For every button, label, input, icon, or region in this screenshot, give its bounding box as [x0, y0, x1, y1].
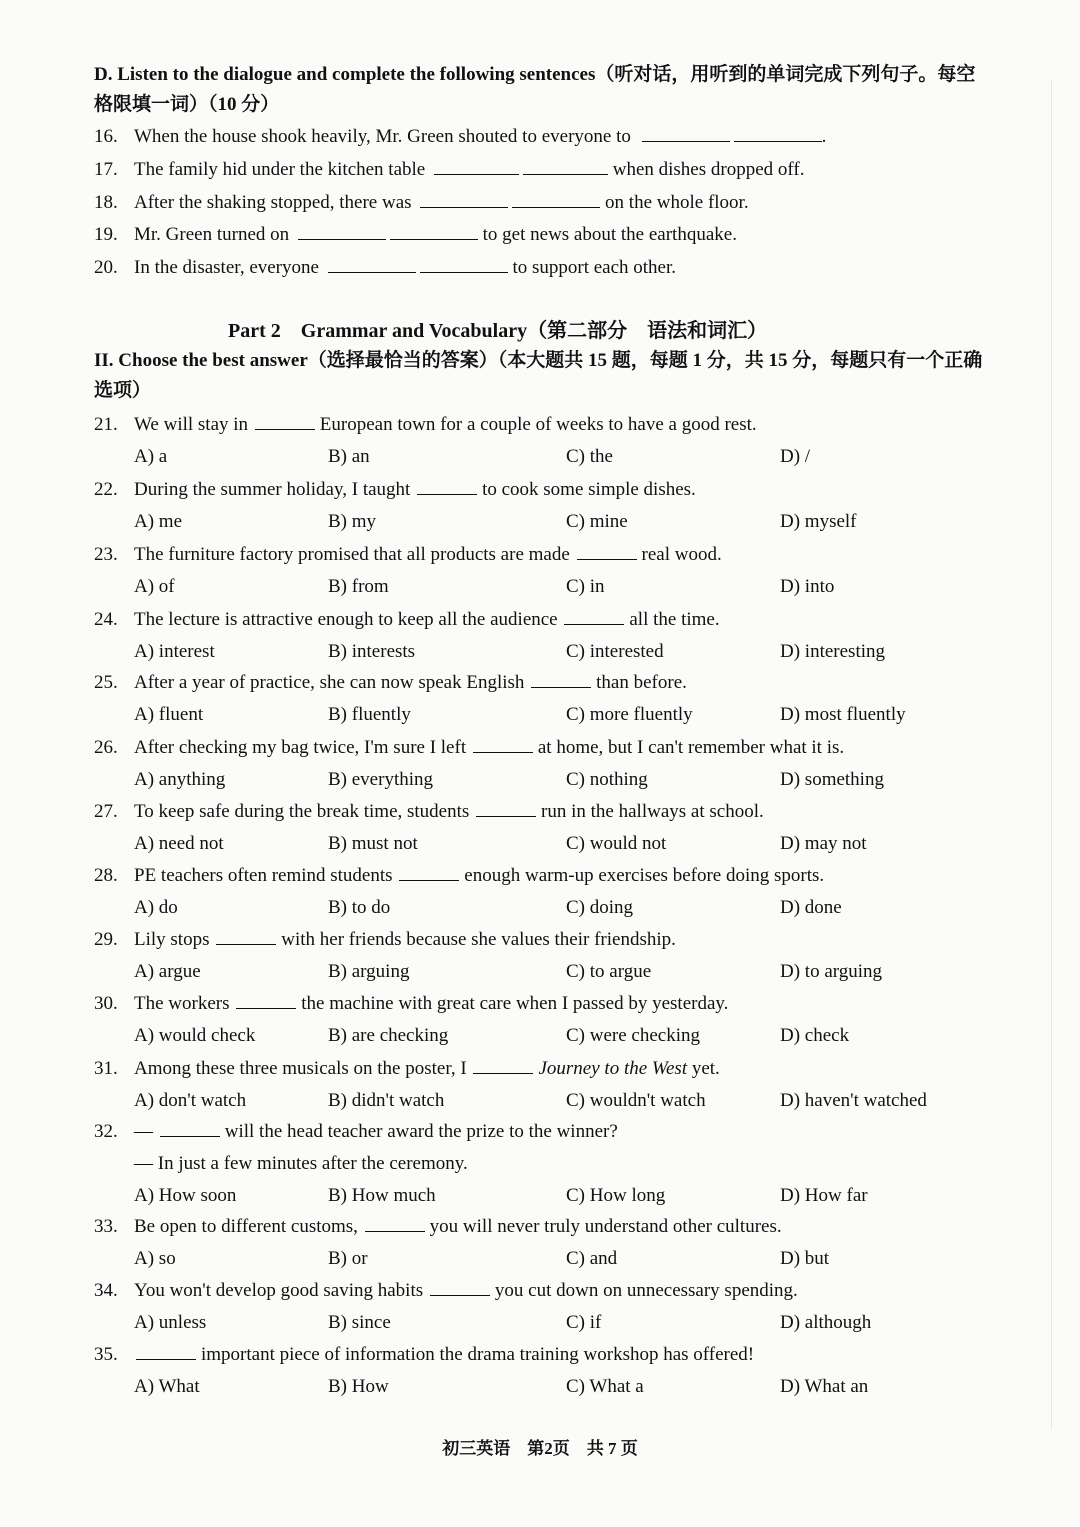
question-30: [94, 989, 728, 1019]
option-c[interactable]: C) How long: [566, 1185, 666, 1206]
option-b[interactable]: B) How much: [328, 1185, 436, 1206]
question-text: you will never truly understand other cultures.: [429, 1216, 782, 1237]
question-text: You won't develop good saving habits: [134, 1280, 428, 1301]
option-c[interactable]: C) interested: [566, 641, 664, 662]
fill-item-16: 16. When the house shook heavily, Mr. Green shouted to everyone to .: [94, 122, 826, 152]
question-text: The workers: [134, 993, 235, 1014]
option-d[interactable]: D) check: [780, 1025, 850, 1046]
option-c[interactable]: C) wouldn't watch: [566, 1090, 706, 1111]
question-text: After a year of practice, she can now speak English: [134, 672, 530, 693]
option-a[interactable]: A) unless: [134, 1312, 207, 1333]
answer-blank[interactable]: [236, 990, 296, 1009]
question-28: [94, 861, 824, 891]
question-text: During the summer holiday, I taught: [134, 479, 416, 500]
answer-blank[interactable]: [476, 798, 536, 817]
option-a[interactable]: A) argue: [134, 961, 201, 982]
question-number: 31.: [94, 1058, 118, 1079]
option-a[interactable]: A) anything: [134, 769, 226, 790]
answer-blank[interactable]: [430, 1277, 490, 1296]
answer-blank[interactable]: [473, 734, 533, 753]
question-text: Among these three musicals on the poster, I: [134, 1058, 472, 1079]
option-a[interactable]: A) interest: [134, 641, 215, 662]
option-c[interactable]: C) more fluently: [566, 704, 693, 725]
option-d[interactable]: D) to arguing: [780, 961, 883, 982]
option-c[interactable]: C) the: [566, 446, 613, 467]
question-text: than before.: [596, 672, 687, 693]
option-b[interactable]: B) my: [328, 511, 377, 532]
option-c[interactable]: C) nothing: [566, 769, 648, 790]
option-c[interactable]: C) would not: [566, 833, 667, 854]
question-text: will the head teacher award the prize to the winner?: [224, 1121, 618, 1142]
option-d[interactable]: D) interesting: [780, 641, 886, 662]
question-21: [94, 410, 757, 440]
question-number: 25.: [94, 672, 118, 693]
answer-blank[interactable]: [136, 1341, 196, 1360]
question-29: [94, 925, 676, 955]
fill-item-20: 20. In the disaster, everyone to support each other.: [94, 253, 676, 283]
option-d[interactable]: D) /: [780, 446, 811, 467]
answer-blank[interactable]: [216, 926, 276, 945]
question-text: with her friends because she values their friendship.: [281, 929, 676, 950]
answer-blank[interactable]: [160, 1118, 220, 1137]
answer-blank[interactable]: [298, 221, 386, 240]
option-d[interactable]: D) may not: [780, 833, 867, 854]
section-ii-heading: II. Choose the best answer（选择最恰当的答案）（本大题共 15 题，每题 1 分，共 15 分，每题只有一个正确选项）: [94, 350, 983, 401]
question-text: The furniture factory promised that all products are made: [134, 544, 575, 565]
question-text: run in the hallways at school.: [541, 801, 764, 822]
answer-blank[interactable]: [734, 123, 822, 142]
option-c[interactable]: C) mine: [566, 511, 628, 532]
page-footer: 初三英语 第2页 共 7 页: [442, 1439, 638, 1458]
fill-item-18: 18. After the shaking stopped, there was on the whole floor.: [94, 188, 749, 218]
question-text: To keep safe during the break time, students: [134, 801, 475, 822]
option-a[interactable]: A) me: [134, 511, 183, 532]
question-35: [94, 1340, 754, 1370]
question-text: real wood.: [641, 544, 722, 565]
question-italic-title: Journey to the West: [538, 1058, 692, 1079]
option-b[interactable]: B) didn't watch: [328, 1090, 445, 1111]
option-c[interactable]: C) in: [566, 576, 605, 597]
question-26: [94, 733, 844, 763]
question-number: 26.: [94, 737, 118, 758]
option-d[interactable]: D) something: [780, 769, 884, 790]
question-text: enough warm-up exercises before doing sports.: [464, 865, 825, 886]
page-edge: [1051, 80, 1052, 1430]
answer-blank[interactable]: [577, 541, 637, 560]
question-number: 24.: [94, 609, 118, 630]
answer-blank[interactable]: [255, 411, 315, 430]
question-text: —: [134, 1121, 158, 1142]
question-text: After checking my bag twice, I'm sure I left: [134, 737, 471, 758]
answer-blank[interactable]: [434, 156, 519, 175]
question-33: [94, 1212, 782, 1242]
question-response-line: — In just a few minutes after the ceremony.: [134, 1153, 468, 1174]
answer-blank[interactable]: [512, 189, 600, 208]
question-number: 32.: [94, 1121, 118, 1142]
answer-blank[interactable]: [365, 1213, 425, 1232]
option-a[interactable]: A) would check: [134, 1025, 256, 1046]
option-b[interactable]: B) interests: [328, 641, 416, 662]
question-text: to cook some simple dishes.: [482, 479, 696, 500]
answer-blank[interactable]: [523, 156, 608, 175]
question-text: Lily stops: [134, 929, 215, 950]
question-23: [94, 540, 722, 570]
option-b[interactable]: B) fluently: [328, 704, 411, 725]
option-b[interactable]: B) How: [328, 1376, 389, 1397]
option-a[interactable]: A) of: [134, 576, 175, 597]
question-number: 21.: [94, 414, 118, 435]
option-d[interactable]: D) most fluently: [780, 704, 906, 725]
question-31: [94, 1054, 720, 1084]
question-number: 27.: [94, 801, 118, 822]
option-c[interactable]: C) to argue: [566, 961, 652, 982]
option-d[interactable]: D) although: [780, 1312, 872, 1333]
option-c[interactable]: C) doing: [566, 897, 634, 918]
question-text: PE teachers often remind students: [134, 865, 398, 886]
option-b[interactable]: B) must not: [328, 833, 418, 854]
question-text: important piece of information the drama training workshop has offered!: [201, 1344, 755, 1365]
question-text: all the time.: [629, 609, 720, 630]
option-d[interactable]: D) How far: [780, 1185, 868, 1206]
option-b[interactable]: B) or: [328, 1248, 368, 1269]
option-c[interactable]: C) if: [566, 1312, 602, 1333]
question-number: 33.: [94, 1216, 118, 1237]
question-number: 22.: [94, 479, 118, 500]
option-b[interactable]: B) an: [328, 446, 370, 467]
question-text: The lecture is attractive enough to keep all the audience: [134, 609, 563, 630]
option-b[interactable]: B) everything: [328, 769, 434, 790]
question-text: at home, but I can't remember what it is.: [537, 737, 845, 758]
option-c[interactable]: C) and: [566, 1248, 618, 1269]
question-34: [94, 1276, 798, 1306]
option-a[interactable]: A) so: [134, 1248, 176, 1269]
option-a[interactable]: A) don't watch: [134, 1090, 247, 1111]
option-c[interactable]: C) What a: [566, 1376, 644, 1397]
question-32: [94, 1117, 618, 1147]
option-a[interactable]: A) How soon: [134, 1185, 237, 1206]
question-text: European town for a couple of weeks to have a good rest.: [319, 414, 757, 435]
question-text: you cut down on unnecessary spending.: [494, 1280, 798, 1301]
question-25: [94, 668, 687, 698]
question-number: 34.: [94, 1280, 118, 1301]
option-b[interactable]: B) from: [328, 576, 389, 597]
option-b[interactable]: B) arguing: [328, 961, 410, 982]
part2-heading: Part 2 Grammar and Vocabulary（第二部分 语法和词汇）: [228, 320, 768, 342]
question-number: 29.: [94, 929, 118, 950]
answer-blank[interactable]: [420, 254, 508, 273]
option-a[interactable]: A) What: [134, 1376, 200, 1397]
section-d-heading: D. Listen to the dialogue and complete the following sentences（听对话，用听到的单词完成下列句子。每空格限填一词）（10 分）: [94, 64, 976, 115]
question-number: 35.: [94, 1344, 118, 1365]
question-text: yet.: [691, 1058, 720, 1079]
option-b[interactable]: B) to do: [328, 897, 391, 918]
option-a[interactable]: A) do: [134, 897, 178, 918]
answer-blank[interactable]: [399, 862, 459, 881]
question-number: 23.: [94, 544, 118, 565]
answer-blank[interactable]: [420, 189, 508, 208]
option-c[interactable]: C) were checking: [566, 1025, 700, 1046]
option-a[interactable]: A) a: [134, 446, 168, 467]
option-d[interactable]: D) but: [780, 1248, 830, 1269]
fill-item-19: 19. Mr. Green turned on to get news about the earthquake.: [94, 220, 737, 250]
answer-blank[interactable]: [564, 606, 624, 625]
question-number: 30.: [94, 993, 118, 1014]
question-text: Be open to different customs,: [134, 1216, 363, 1237]
question-24: [94, 605, 720, 635]
option-d[interactable]: D) into: [780, 576, 835, 597]
option-d[interactable]: D) haven't watched: [780, 1090, 927, 1111]
option-a[interactable]: A) need not: [134, 833, 224, 854]
question-text: We will stay in: [134, 414, 253, 435]
answer-blank[interactable]: [642, 123, 730, 142]
answer-blank[interactable]: [473, 1055, 533, 1074]
option-b[interactable]: B) are checking: [328, 1025, 449, 1046]
answer-blank[interactable]: [328, 254, 416, 273]
question-text: the machine with great care when I passed by yesterday.: [301, 993, 729, 1014]
fill-item-17: 17. The family hid under the kitchen table when dishes dropped off.: [94, 155, 804, 185]
option-d[interactable]: D) done: [780, 897, 842, 918]
answer-blank[interactable]: [417, 476, 477, 495]
question-22: [94, 475, 696, 505]
answer-blank[interactable]: [531, 669, 591, 688]
question-number: 28.: [94, 865, 118, 886]
answer-blank[interactable]: [390, 221, 478, 240]
option-b[interactable]: B) since: [328, 1312, 391, 1333]
option-a[interactable]: A) fluent: [134, 704, 204, 725]
question-27: [94, 797, 764, 827]
option-d[interactable]: D) What an: [780, 1376, 869, 1397]
option-d[interactable]: D) myself: [780, 511, 857, 532]
